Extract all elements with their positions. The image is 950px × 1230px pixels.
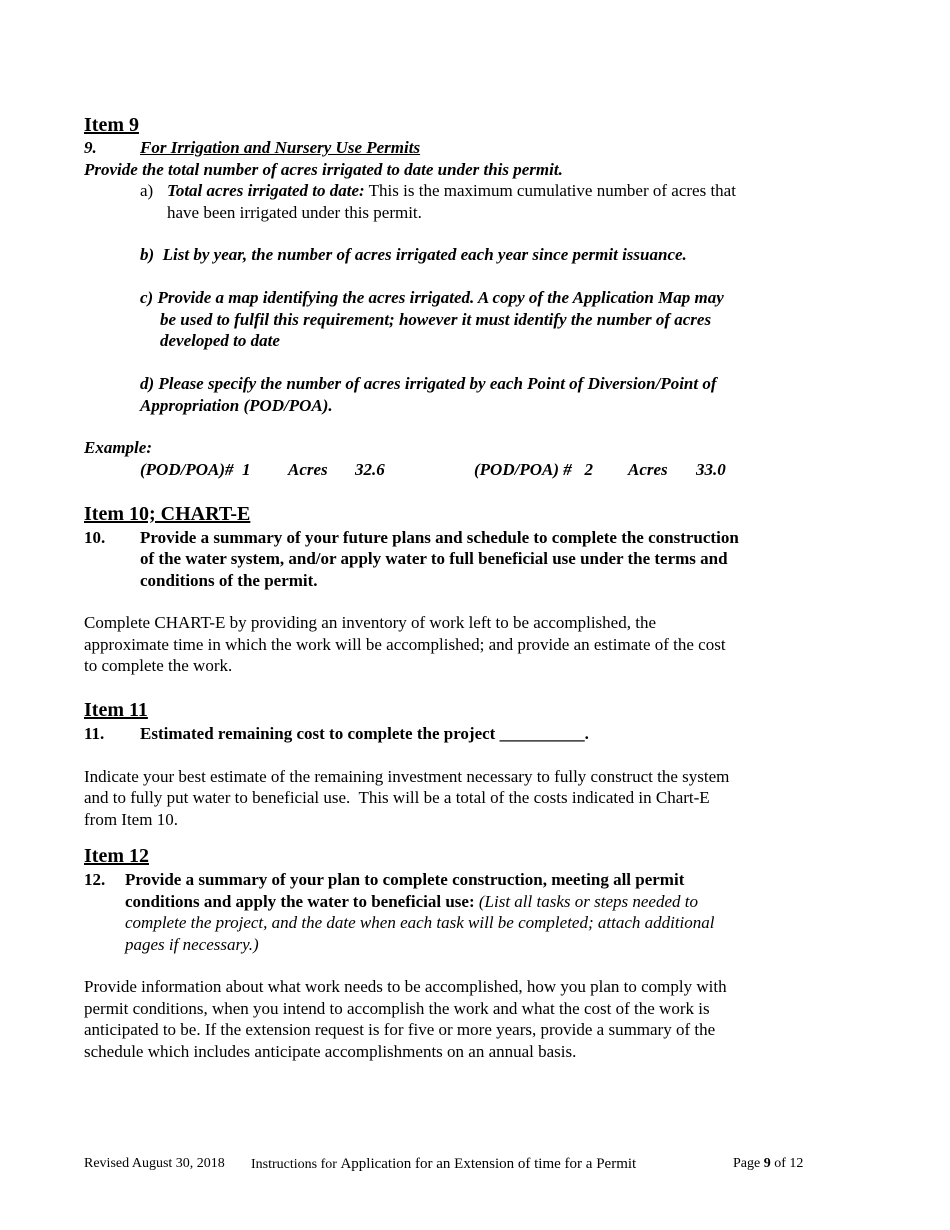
item-9-instruction: Provide the total number of acres irrigated to date under this permit. <box>84 160 563 179</box>
item-12-body-2: permit conditions, when you intend to accomplish the work and what the cost of the work is <box>84 999 710 1018</box>
item-10-body-3: to complete the work. <box>84 656 233 675</box>
example-1-acres-label: Acres <box>288 460 328 479</box>
example-2-value: 33.0 <box>696 460 726 479</box>
example-1-label: (POD/POA)# 1 <box>140 460 251 479</box>
item-9-heading: Item 9 <box>84 114 139 136</box>
example-1-value: 32.6 <box>355 460 385 479</box>
item-11-body-3: from Item 10. <box>84 810 178 829</box>
footer-doc-title <box>251 1156 636 1173</box>
footer-page-label: Page <box>733 1156 761 1171</box>
item-10-heading: Item 10; CHART-E <box>84 503 251 525</box>
item-10-number: 10. <box>84 528 106 547</box>
item-10-question-3: conditions of the permit. <box>140 571 318 590</box>
item-10-question-1: Provide a summary of your future plans and schedule to complete the construction <box>140 528 739 547</box>
item-9-a-lead: Total acres irrigated to date: <box>167 181 365 200</box>
item-9-d-line-2: Appropriation (POD/POA). <box>140 396 333 415</box>
item-12-number: 12. <box>84 870 106 889</box>
item-9-title: For Irrigation and Nursery Use Permits <box>140 138 421 157</box>
footer-page-number <box>733 1156 803 1172</box>
item-12-body-3: anticipated to be. If the extension request is for five or more years, provide a summary of the <box>84 1020 716 1039</box>
item-12-question-3: complete the project, and the date when each task will be completed; attach additional <box>125 913 715 932</box>
footer-page-of: of 12 <box>774 1156 804 1171</box>
item-12-question-1: Provide a summary of your plan to complete construction, meeting all permit <box>125 870 685 889</box>
item-10-question-2: of the water system, and/or apply water to full beneficial use under the terms and <box>140 549 728 568</box>
item-12-question-2 <box>125 891 698 913</box>
item-9-c-line-3: developed to date <box>160 331 280 350</box>
item-12-body-1: Provide information about what work needs to be accomplished, how you plan to comply with <box>84 977 727 996</box>
item-9-c-line-2: be used to fulfil this requirement; however it must identify the number of acres <box>160 310 712 329</box>
item-9-a-text-2: have been irrigated under this permit. <box>167 203 422 222</box>
item-11-body-1: Indicate your best estimate of the remaining investment necessary to fully construct the system <box>84 767 730 786</box>
footer-revised: Revised August 30, 2018 <box>84 1156 225 1171</box>
example-label: Example: <box>84 438 152 457</box>
item-9-d-line-1: d) Please specify the number of acres irrigated by each Point of Diversion/Point of <box>140 374 717 393</box>
footer-doc-title-prefix: Instructions for <box>251 1157 337 1172</box>
example-2-label: (POD/POA) # 2 <box>474 460 593 479</box>
item-10-body-1: Complete CHART-E by providing an inventory of work left to be accomplished, the <box>84 613 656 632</box>
item-9-a-text-1: This is the maximum cumulative number of acres that <box>368 181 736 200</box>
item-12-body-4: schedule which includes anticipate accomplishments on an annual basis. <box>84 1042 577 1061</box>
item-12-question-4: pages if necessary.) <box>125 935 259 954</box>
item-9-a-line-1 <box>167 180 736 202</box>
item-10-body-2: approximate time in which the work will be accomplished; and provide an estimate of the cost <box>84 635 726 654</box>
footer-doc-title-main: Application for an Extension of time for a Permit <box>340 1156 637 1172</box>
item-9-b-text: b) List by year, the number of acres irrigated each year since permit issuance. <box>140 245 687 264</box>
example-2-acres-label: Acres <box>628 460 668 479</box>
item-9-c-line-1: c) Provide a map identifying the acres irrigated. A copy of the Application Map may <box>140 288 724 307</box>
footer-page-current: 9 <box>763 1156 771 1171</box>
item-11-body-2: and to fully put water to beneficial use. This will be a total of the costs indicated in Chart-E <box>84 788 710 807</box>
item-9-a-marker: a) <box>140 181 154 200</box>
item-11-heading: Item 11 <box>84 699 148 721</box>
item-12-question-2-italic: (List all tasks or steps needed to <box>478 892 698 911</box>
item-11-question: Estimated remaining cost to complete the project __________. <box>140 724 589 743</box>
item-12-question-2-bold: conditions and apply the water to beneficial use: <box>125 892 475 911</box>
item-11-number: 11. <box>84 724 105 743</box>
item-9-number: 9. <box>84 138 97 157</box>
item-12-heading: Item 12 <box>84 845 149 867</box>
